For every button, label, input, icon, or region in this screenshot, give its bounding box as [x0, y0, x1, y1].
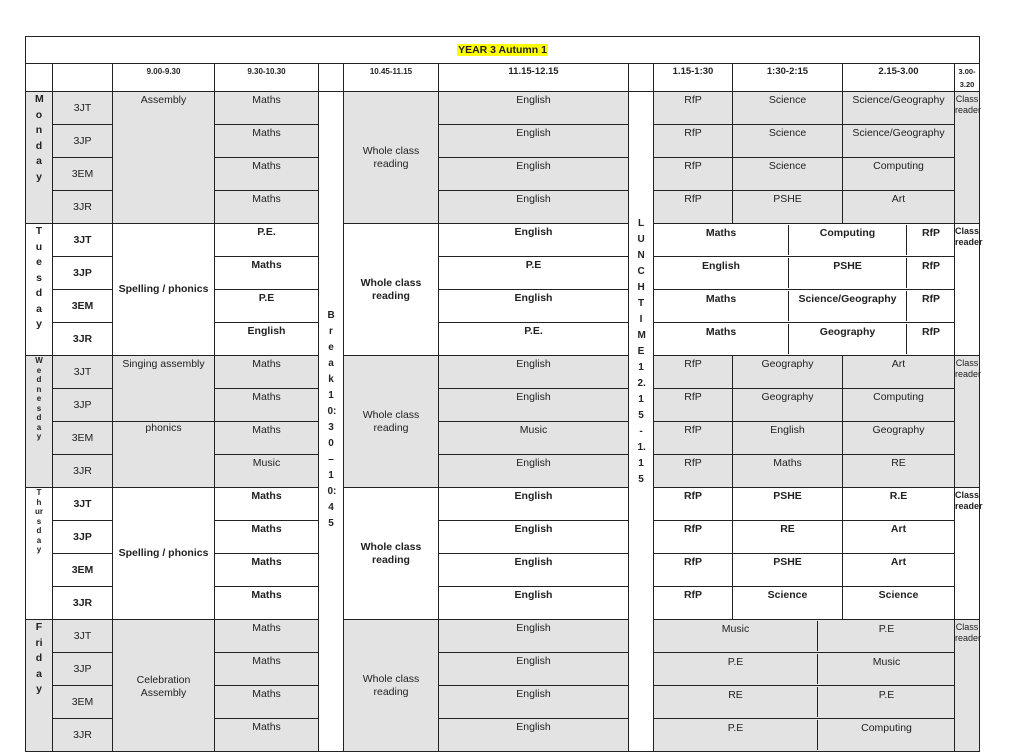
- early-session: Spelling / phonics: [118, 547, 209, 559]
- lesson-930: Maths: [215, 587, 319, 620]
- afternoon-lesson: RfP: [654, 587, 733, 620]
- class-name: 3JT: [53, 356, 113, 389]
- afternoon-lesson: Geography: [789, 324, 907, 354]
- lesson-1115: English: [439, 521, 629, 554]
- lesson-1115: P.E: [439, 257, 629, 290]
- afternoon-lesson: RfP: [921, 260, 941, 272]
- lesson-1115: English: [439, 686, 629, 719]
- reading-cell: [344, 92, 439, 224]
- lesson-1115: English: [439, 488, 629, 521]
- afternoon-lesson: RfP: [654, 554, 733, 587]
- class-name: 3JR: [53, 587, 113, 620]
- lesson-930: Maths: [215, 257, 319, 290]
- lesson-1115: English: [439, 92, 629, 125]
- day-name: Monday: [35, 93, 44, 183]
- afternoon-lesson: RfP: [921, 227, 941, 239]
- lesson-930: Maths: [215, 554, 319, 587]
- afternoon-lesson: Art: [843, 191, 955, 224]
- afternoon-lesson: Science/Geography: [843, 125, 955, 158]
- lesson-930: Maths: [215, 191, 319, 224]
- lesson-1115: English: [439, 125, 629, 158]
- reading-session: Whole class reading: [360, 540, 422, 566]
- table-row: [26, 224, 980, 257]
- lesson-1115: English: [439, 620, 629, 653]
- table-row: [26, 620, 980, 653]
- class-name: 3JR: [53, 455, 113, 488]
- header-cell: [629, 64, 654, 92]
- afternoon-lesson: RfP: [654, 389, 733, 422]
- class-reader-cell: [955, 488, 983, 620]
- afternoon-lesson: PSHE: [733, 554, 843, 587]
- afternoon-lesson: RfP: [654, 125, 733, 158]
- lunch-column: [629, 92, 654, 752]
- header-cell: 1.15-1:30: [654, 64, 733, 92]
- early-session-cell: [113, 620, 215, 752]
- afternoon-lesson: Science/Geography: [789, 291, 907, 321]
- class-name: 3JT: [53, 92, 113, 125]
- reading-session: Whole class reading: [362, 408, 420, 434]
- class-reader: Class reader: [955, 94, 982, 115]
- afternoon-block: [654, 224, 955, 257]
- table-row: [26, 356, 980, 389]
- header-row: [26, 64, 980, 92]
- lesson-1115: P.E.: [439, 323, 629, 356]
- afternoon-lesson: R.E: [843, 488, 955, 521]
- afternoon-lesson: Art: [843, 521, 955, 554]
- class-reader-cell: [955, 224, 983, 356]
- class-reader-cell: [955, 92, 980, 224]
- afternoon-lesson: English: [654, 258, 789, 288]
- lesson-1115: English: [439, 290, 629, 323]
- early-session-cell: [113, 224, 215, 356]
- afternoon-lesson: Science: [733, 158, 843, 191]
- header-cell: 9.00-9.30: [113, 64, 215, 92]
- early-session-cell: [113, 356, 215, 422]
- afternoon-lesson: Music: [654, 621, 818, 651]
- timetable: [25, 36, 983, 752]
- afternoon-block: [654, 719, 955, 752]
- afternoon-lesson: PSHE: [733, 191, 843, 224]
- lesson-930: Maths: [215, 422, 319, 455]
- early-session: Assembly: [140, 94, 187, 106]
- lesson-930: Maths: [215, 620, 319, 653]
- class-name: 3JT: [53, 620, 113, 653]
- timetable-title-cell: [26, 37, 980, 64]
- class-name: 3EM: [53, 554, 113, 587]
- afternoon-lesson: Geography: [733, 356, 843, 389]
- lesson-1115: English: [439, 587, 629, 620]
- lesson-1115: English: [439, 653, 629, 686]
- table-row: [26, 422, 980, 455]
- day-name-cell: [26, 620, 53, 752]
- afternoon-lesson: PSHE: [733, 488, 843, 521]
- lesson-1115: English: [439, 554, 629, 587]
- reading-session: Whole class reading: [362, 672, 420, 698]
- lesson-930: English: [215, 323, 319, 356]
- lesson-1115: Music: [439, 422, 629, 455]
- afternoon-lesson: Science: [733, 587, 843, 620]
- afternoon-lesson: Maths: [733, 455, 843, 488]
- afternoon-lesson: RE: [733, 521, 843, 554]
- lesson-1115: English: [439, 356, 629, 389]
- early-session: phonics: [145, 422, 182, 434]
- afternoon-lesson: RfP: [654, 158, 733, 191]
- afternoon-block: [654, 290, 955, 323]
- header-cell: [26, 64, 53, 92]
- afternoon-lesson: RfP: [654, 488, 733, 521]
- afternoon-lesson: Science: [843, 587, 955, 620]
- class-reader-cell: [955, 620, 980, 752]
- day-name-cell: [26, 92, 53, 224]
- lesson-930: Maths: [215, 125, 319, 158]
- header-cell: 11.15-12.15: [439, 64, 629, 92]
- break-label: Break10:30–10:45: [327, 310, 337, 529]
- early-session: Singing assembly: [122, 358, 205, 370]
- class-name: 3JT: [53, 224, 113, 257]
- reading-cell: [344, 224, 439, 356]
- lesson-930: Maths: [215, 92, 319, 125]
- class-name: 3JP: [53, 389, 113, 422]
- afternoon-lesson: RfP: [654, 521, 733, 554]
- afternoon-lesson: P.E: [654, 654, 818, 684]
- afternoon-lesson: Geography: [843, 422, 955, 455]
- day-name-cell: [26, 488, 53, 620]
- afternoon-lesson: RfP: [654, 92, 733, 125]
- afternoon-lesson: RfP: [654, 356, 733, 389]
- afternoon-lesson: Computing: [843, 389, 955, 422]
- lesson-930: Maths: [215, 389, 319, 422]
- early-session-cell: [113, 92, 215, 224]
- afternoon-lesson: RfP: [921, 293, 941, 305]
- afternoon-lesson: Music: [872, 656, 901, 668]
- break-column: [319, 92, 344, 752]
- day-name: Wednesday: [35, 356, 43, 441]
- table-row: [26, 92, 980, 125]
- early-session: Celebration Assembly: [136, 673, 191, 699]
- day-name-cell: [26, 224, 53, 356]
- header-cell: 2.15-3.00: [843, 64, 955, 92]
- afternoon-lesson: P.E: [654, 720, 818, 750]
- table-row: [26, 488, 980, 521]
- afternoon-block: [654, 620, 955, 653]
- afternoon-lesson: Art: [843, 554, 955, 587]
- lesson-930: P.E.: [215, 224, 319, 257]
- class-reader: Class reader: [955, 358, 982, 379]
- lesson-930: Maths: [215, 356, 319, 389]
- early-session: Spelling / phonics: [118, 283, 209, 295]
- afternoon-lesson: Computing: [789, 225, 907, 255]
- class-name: 3EM: [53, 686, 113, 719]
- afternoon-lesson: P.E: [878, 689, 895, 701]
- lesson-930: Music: [215, 455, 319, 488]
- day-name: Thursday: [35, 488, 43, 554]
- afternoon-lesson: PSHE: [789, 258, 907, 288]
- reading-session: Whole class reading: [362, 144, 420, 170]
- reading-session: Whole class reading: [360, 276, 422, 302]
- afternoon-lesson: Science: [733, 125, 843, 158]
- timetable-title: YEAR 3 Autumn 1: [458, 43, 547, 56]
- early-session-cell: [113, 488, 215, 620]
- header-cell: 10.45-11.15: [344, 64, 439, 92]
- day-name-cell: [26, 356, 53, 488]
- class-name: 3JR: [53, 719, 113, 752]
- afternoon-block: [654, 323, 955, 356]
- lesson-930: P.E: [215, 290, 319, 323]
- class-name: 3EM: [53, 158, 113, 191]
- header-cell: [319, 64, 344, 92]
- class-name: 3EM: [53, 422, 113, 455]
- afternoon-lesson: Science/Geography: [843, 92, 955, 125]
- afternoon-lesson: Maths: [654, 324, 789, 354]
- afternoon-lesson: RfP: [654, 455, 733, 488]
- afternoon-block: [654, 686, 955, 719]
- early-session-cell: [113, 422, 215, 488]
- afternoon-lesson: P.E: [878, 623, 895, 635]
- class-reader-cell: [955, 356, 980, 488]
- header-cell: 3.00-3.20: [955, 64, 980, 92]
- afternoon-lesson: RE: [654, 687, 818, 717]
- lesson-930: Maths: [215, 686, 319, 719]
- lesson-930: Maths: [215, 488, 319, 521]
- lesson-1115: English: [439, 224, 629, 257]
- reading-cell: [344, 356, 439, 488]
- lesson-1115: English: [439, 389, 629, 422]
- afternoon-block: [654, 257, 955, 290]
- class-name: 3JP: [53, 521, 113, 554]
- lesson-930: Maths: [215, 521, 319, 554]
- afternoon-lesson: RE: [843, 455, 955, 488]
- reading-cell: [344, 488, 439, 620]
- afternoon-lesson: Geography: [733, 389, 843, 422]
- class-reader: Class reader: [955, 226, 983, 247]
- afternoon-lesson: Maths: [654, 225, 789, 255]
- class-name: 3JP: [53, 125, 113, 158]
- reading-cell: [344, 620, 439, 752]
- lesson-1115: English: [439, 455, 629, 488]
- lesson-930: Maths: [215, 653, 319, 686]
- day-name: Tuesday: [35, 225, 43, 330]
- lesson-1115: English: [439, 158, 629, 191]
- afternoon-lesson: Maths: [654, 291, 789, 321]
- class-reader: Class reader: [955, 490, 983, 511]
- afternoon-lesson: Computing: [861, 722, 912, 734]
- header-cell: 1:30-2:15: [733, 64, 843, 92]
- afternoon-lesson: English: [733, 422, 843, 455]
- header-cell: [53, 64, 113, 92]
- class-name: 3JP: [53, 257, 113, 290]
- lesson-1115: English: [439, 191, 629, 224]
- class-reader: Class reader: [955, 622, 982, 643]
- lunch-label: LUNCHTIME12.15-1.15: [637, 218, 646, 485]
- afternoon-lesson: Science: [733, 92, 843, 125]
- class-name: 3JT: [53, 488, 113, 521]
- afternoon-lesson: RfP: [921, 326, 941, 338]
- class-name: 3JR: [53, 323, 113, 356]
- class-name: 3EM: [53, 290, 113, 323]
- afternoon-lesson: RfP: [654, 422, 733, 455]
- afternoon-lesson: RfP: [654, 191, 733, 224]
- lesson-1115: English: [439, 719, 629, 752]
- lesson-930: Maths: [215, 158, 319, 191]
- day-name: Friday: [35, 621, 43, 695]
- lesson-930: Maths: [215, 719, 319, 752]
- header-cell: 9.30-10.30: [215, 64, 319, 92]
- class-name: 3JR: [53, 191, 113, 224]
- afternoon-block: [654, 653, 955, 686]
- afternoon-lesson: Art: [843, 356, 955, 389]
- class-name: 3JP: [53, 653, 113, 686]
- afternoon-lesson: Computing: [843, 158, 955, 191]
